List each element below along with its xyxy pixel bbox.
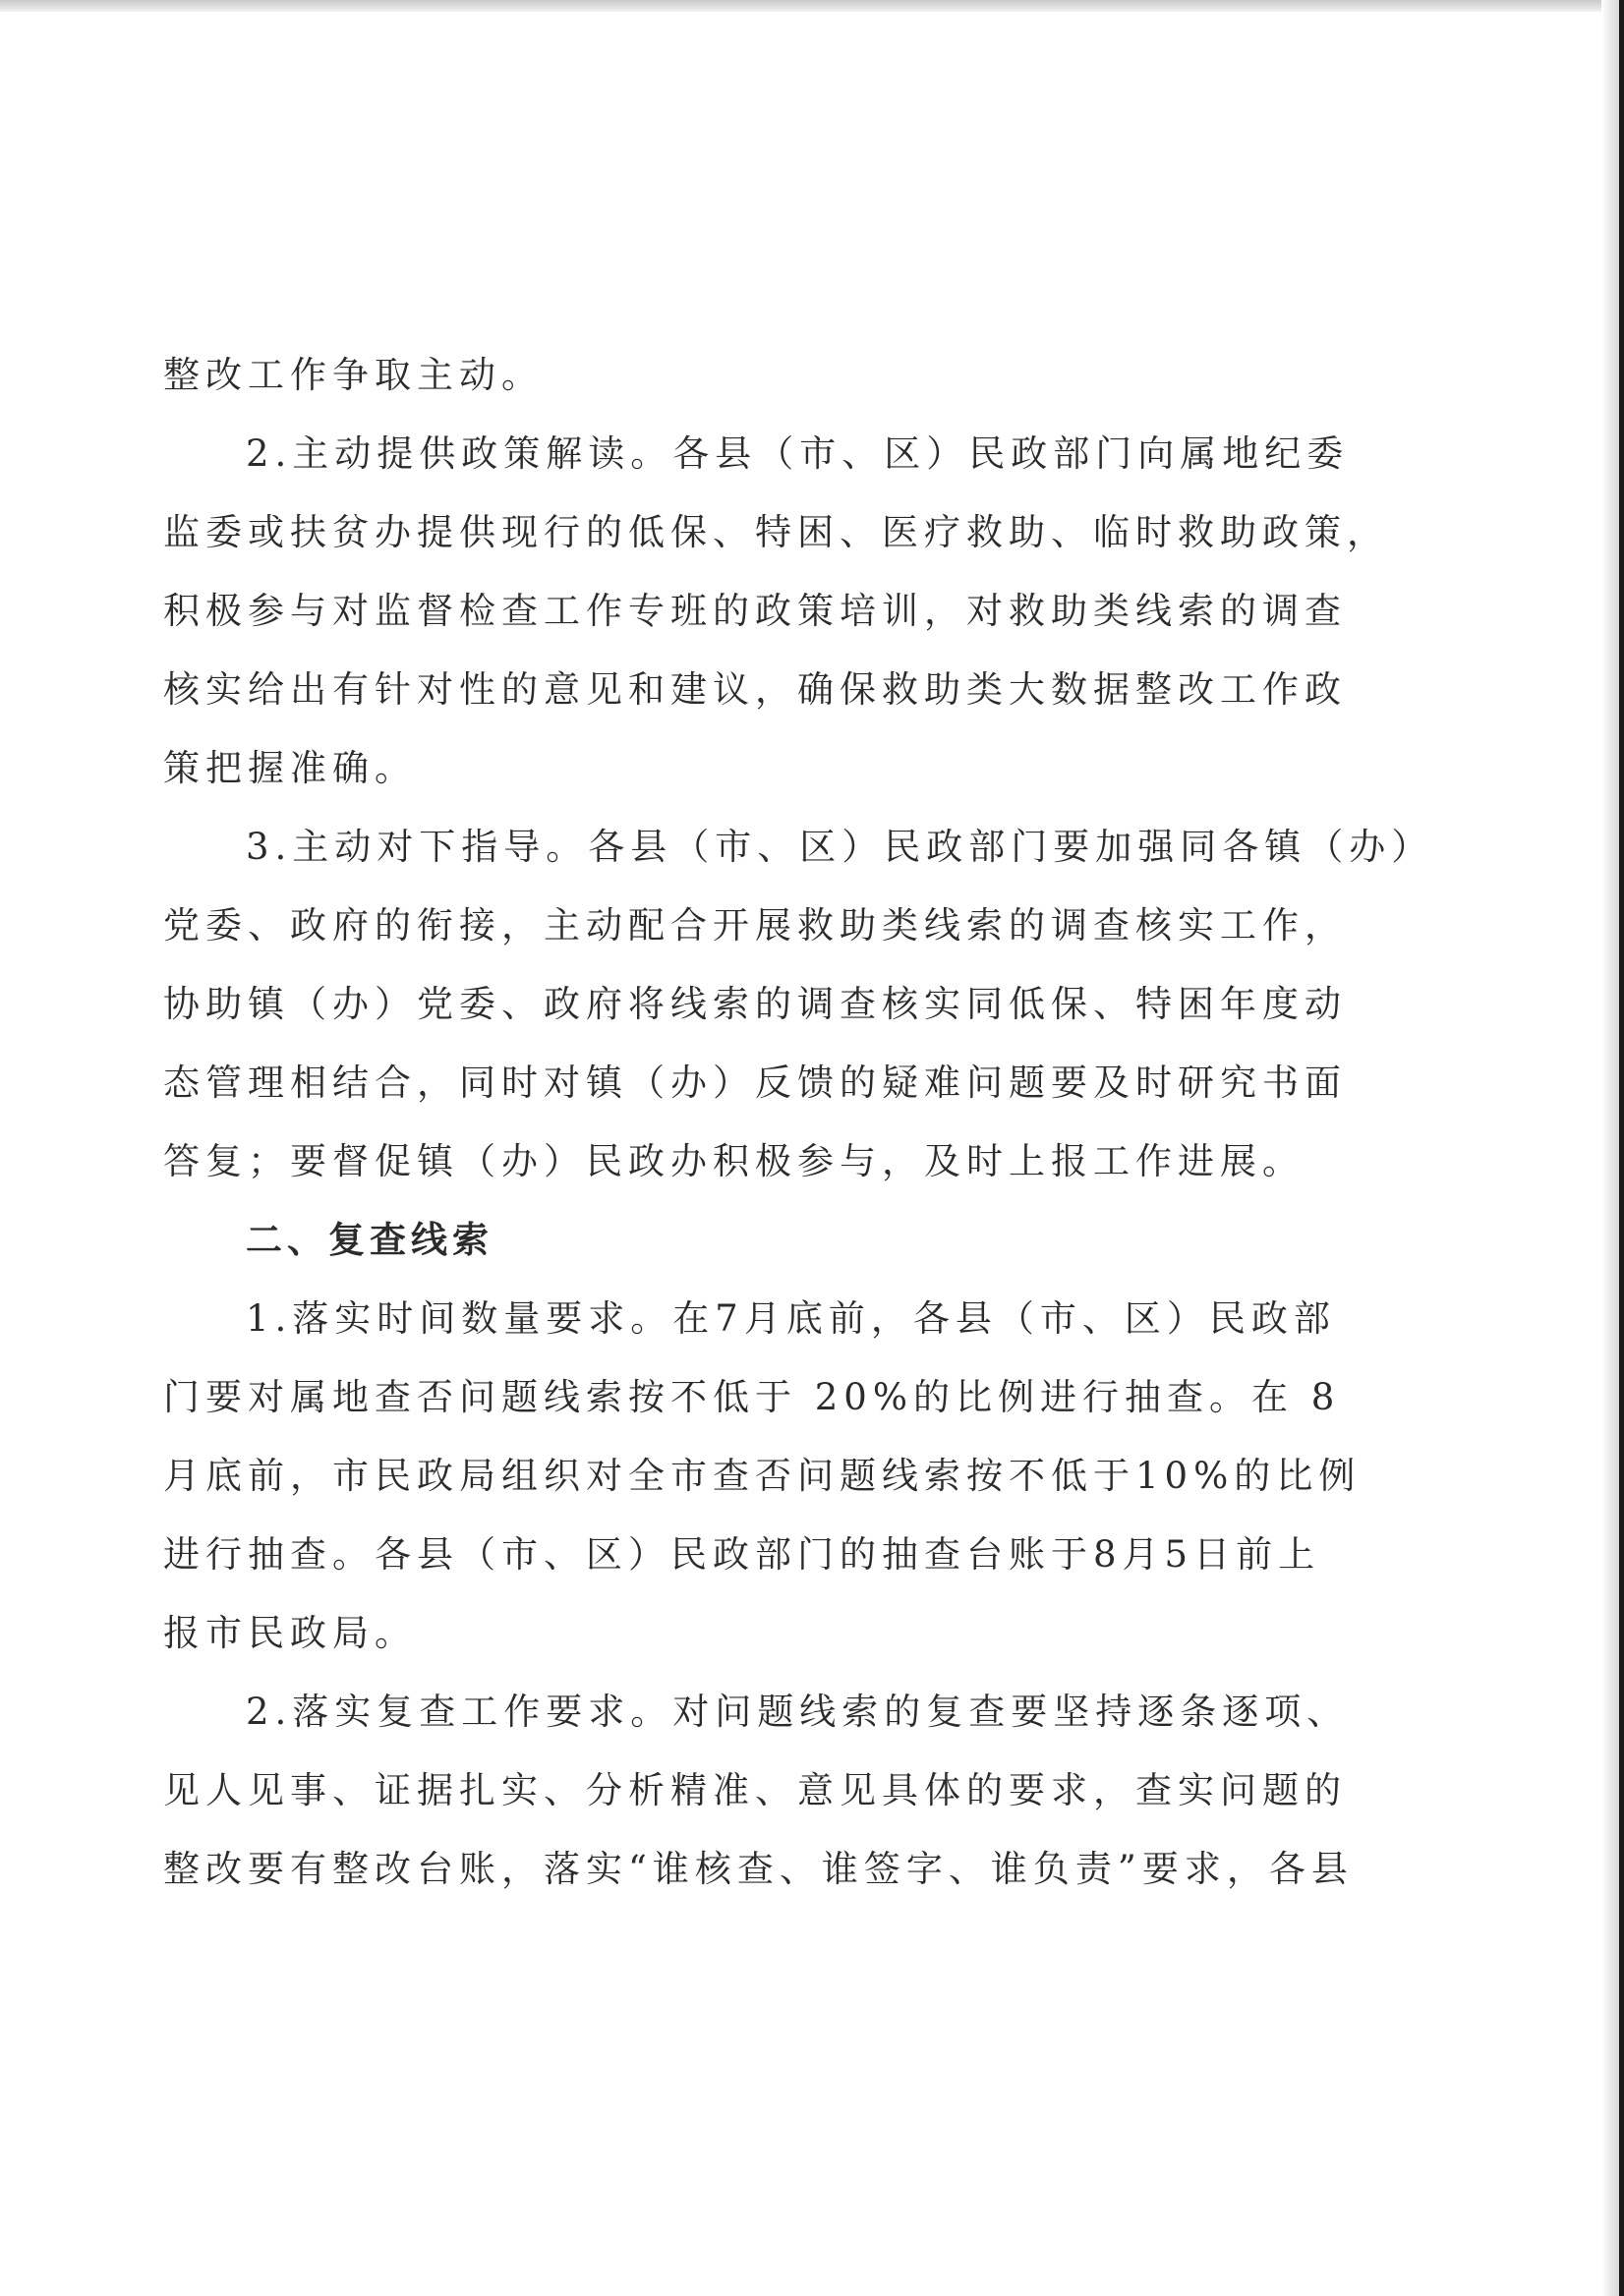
text-line: 监委或扶贫办提供现行的低保、特困、医疗救助、临时救助政策， (163, 511, 1389, 553)
text-line: 策把握准确。 (163, 747, 417, 789)
text-line: 进行抽查。各县（市、区）民政部门的抽查台账于8月5日前上 (163, 1533, 1321, 1576)
scan-right-shadow (1601, 0, 1619, 2296)
text-line: 2.落实复查工作要求。对问题线索的复查要坚持逐条逐项、 (246, 1691, 1350, 1733)
text-line: 态管理相结合，同时对镇（办）反馈的疑难问题要及时研究书面 (163, 1062, 1347, 1104)
text-line: 月底前，市民政局组织对全市查否问题线索按不低于10%的比例 (163, 1455, 1362, 1497)
text-line: 协助镇（办）党委、政府将线索的调查核实同低保、特困年度动 (163, 983, 1347, 1025)
scan-right-edge (1619, 0, 1624, 2296)
document-body (163, 336, 1434, 1909)
text-line: 党委、政府的衔接，主动配合开展救助类线索的调查核实工作， (163, 904, 1347, 947)
text-line: 报市民政局。 (163, 1612, 417, 1654)
text-line: 3.主动对下指导。各县（市、区）民政部门要加强同各镇（办） (246, 826, 1434, 868)
text-line: 答复；要督促镇（办）民政办积极参与，及时上报工作进展。 (163, 1140, 1305, 1182)
text-line: 积极参与对监督检查工作专班的政策培训，对救助类线索的调查 (163, 590, 1347, 632)
text-line: 2.主动提供政策解读。各县（市、区）民政部门向属地纪委 (246, 432, 1350, 475)
section-heading: 二、复查线索 (246, 1219, 493, 1261)
text-line: 1.落实时间数量要求。在7月底前，各县（市、区）民政部 (246, 1297, 1336, 1340)
text-line: 见人见事、证据扎实、分析精准、意见具体的要求，查实问题的 (163, 1769, 1347, 1811)
text-line: 整改要有整改台账，落实“谁核查、谁签字、谁负责”要求，各县 (163, 1848, 1354, 1890)
scan-top-edge (0, 0, 1624, 12)
text-line: 核实给出有针对性的意见和建议，确保救助类大数据整改工作政 (163, 668, 1347, 711)
text-line: 门要对属地查否问题线索按不低于 20%的比例进行抽查。在 8 (163, 1376, 1341, 1418)
text-line: 整改工作争取主动。 (163, 354, 544, 396)
